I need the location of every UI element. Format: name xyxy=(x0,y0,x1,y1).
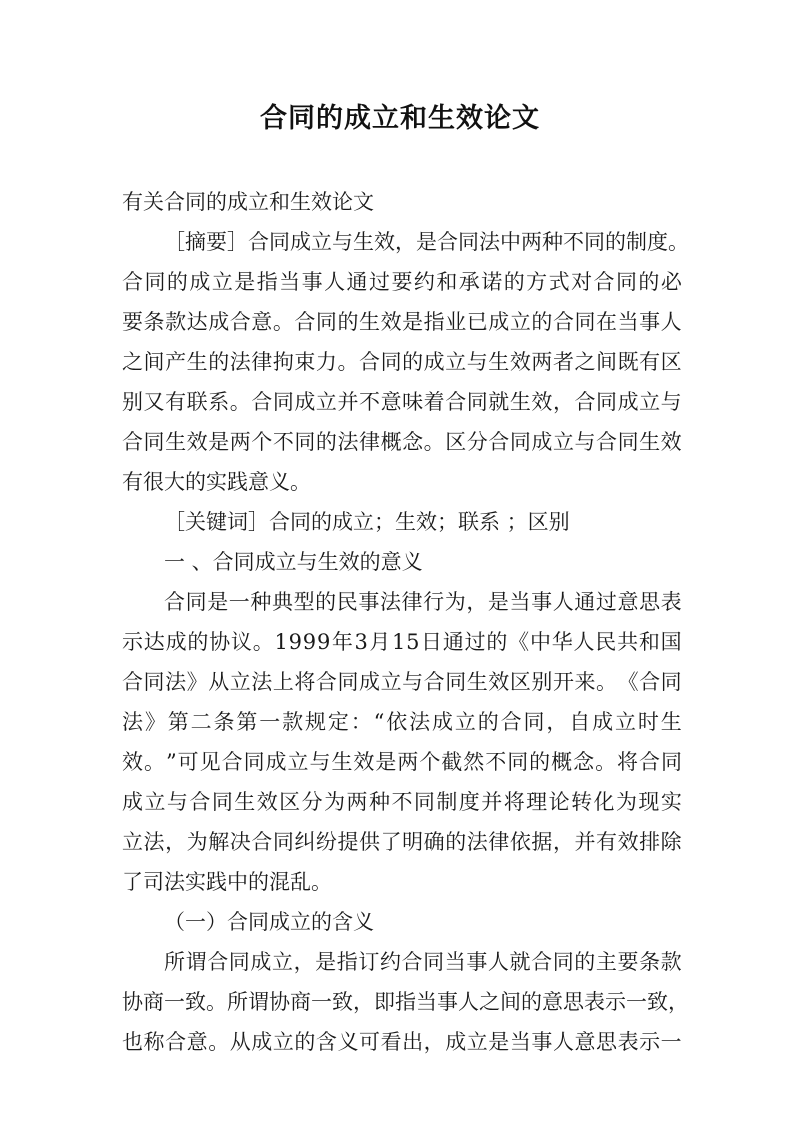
abstract-line-7: 有很大的实践意义。 xyxy=(122,470,311,494)
paragraph-line-5: 效 。 ” 可 见 合 同 成 立 与 生 效 是 两 个 截 然 不 同 的 概 念 。 将 合 同 xyxy=(122,750,682,774)
abstract-line-2: 合 同 的 成 立 是 指 当 事 人 通 过 要 约 和 承 诺 的 方 式 对 合 同 的 必 xyxy=(122,270,682,294)
paragraph2-line-1: 所 谓 合 同 成 立 ， 是 指 订 约 合 同 当 事 人 就 合 同 的 主 要 条 款 xyxy=(164,950,682,974)
paragraph-line-3: 合 同 法 》 从 立 法 上 将 合 同 成 立 与 合 同 生 效 区 别 开 来 。 《 合 同 xyxy=(122,670,682,694)
abstract-line-1: ［ 摘 要 ］ 合 同 成 立 与 生 效 ， 是 合 同 法 中 两 种 不 同 的 制 度 。 xyxy=(164,230,689,254)
paragraph-line-1: 合 同 是 一 种 典 型 的 民 事 法 律 行 为 ， 是 当 事 人 通 过 意 思 表 xyxy=(164,590,682,614)
paragraph-line-4: 法 》 第 二 条 第 一 款 规 定 ： “ 依 法 成 立 的 合 同 ， 自 成 立 时 生 xyxy=(122,710,682,734)
abstract-line-6: 合 同 生 效 是 两 个 不 同 的 法 律 概 念 。 区 分 合 同 成 立 与 合 同 生 效 xyxy=(122,430,682,454)
abstract-line-4: 之 间 产 生 的 法 律 拘 束 力 。 合 同 的 成 立 与 生 效 两 者 之 间 既 有 区 xyxy=(122,350,682,374)
subsection-heading-1: （一）合同成立的含义 xyxy=(164,910,374,934)
paragraph-line-8: 了司法实践中的混乱。 xyxy=(122,870,332,894)
paragraph2-line-3: 也 称 合 意 。 从 成 立 的 含 义 可 看 出 ， 成 立 是 当 事 人 意 思 表 示 一 xyxy=(122,1030,682,1054)
paragraph-line-7: 立 法 ， 为 解 决 合 同 纠 纷 提 供 了 明 确 的 法 律 依 据 ， 并 有 效 排 除 xyxy=(122,830,682,854)
abstract-line-5: 别 又 有 联 系 。 合 同 成 立 并 不 意 味 着 合 同 就 生 效 ， 合 同 成 立 与 xyxy=(122,390,682,414)
paragraph-line-6: 成 立 与 合 同 生 效 区 分 为 两 种 不 同 制 度 并 将 理 论 转 化 为 现 实 xyxy=(122,790,682,814)
paragraph2-line-2: 协 商 一 致 。 所 谓 协 商 一 致 ， 即 指 当 事 人 之 间 的 意 思 表 示 一 致 ， xyxy=(122,990,689,1014)
document-title: 合同的成立和生效论文 xyxy=(260,103,540,134)
keywords-line: ［关键词］合同的成立；生效；联系 ；区别 xyxy=(164,510,570,534)
abstract-line-3: 要 条 款 达 成 合 意 。 合 同 的 生 效 是 指 业 已 成 立 的 合 同 在 当 事 人 xyxy=(122,310,682,334)
section-heading-1: 一 、合同成立与生效的意义 xyxy=(164,550,423,574)
paragraph-line-2: 示 达 成 的 协 议 。 1 9 9 9 年 3 月 1 5 日 通 过 的 《 中 华 人 民 共 和 国 xyxy=(122,630,682,654)
subtitle-line: 有关合同的成立和生效论文 xyxy=(122,190,374,214)
